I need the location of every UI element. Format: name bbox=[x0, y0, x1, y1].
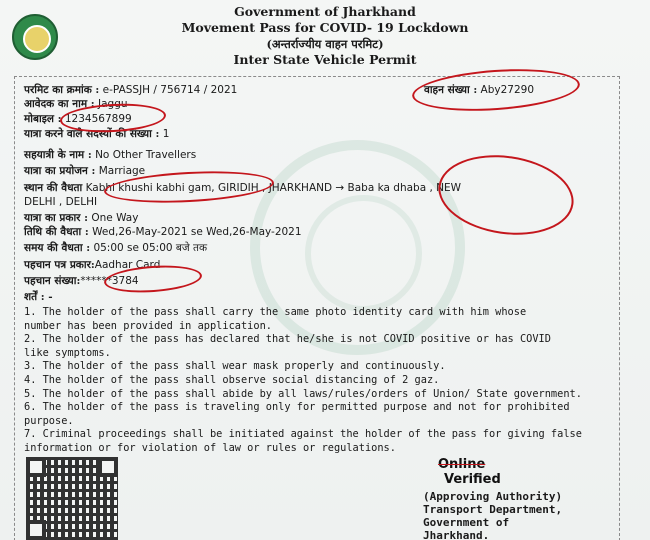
mobile-row: मोबाइल : 1234567899 bbox=[24, 113, 132, 125]
co-travellers-row: सहयात्री के नाम : No Other Travellers bbox=[24, 149, 197, 161]
online-verified-stamp: Online Verified bbox=[438, 457, 501, 487]
vehicle-number-row: वाहन संख्या : Aby27290 bbox=[424, 84, 535, 96]
condition-line: number has been provided in application. bbox=[24, 319, 272, 332]
header-hindi-title: (अन्तर्राज्यीय वाहन परमिट) bbox=[266, 37, 384, 51]
purpose-row: यात्रा का प्रयोजन : Marriage bbox=[24, 165, 146, 177]
conditions-heading: शर्तें : - bbox=[24, 291, 53, 303]
id-number-row: पहचान संख्या:******3784 bbox=[24, 275, 139, 287]
condition-line: 7. Criminal proceedings shall be initiated against the holder of the pass for giving false bbox=[24, 428, 582, 441]
condition-line: 1. The holder of the pass shall carry the same photo identity card with him whose bbox=[24, 306, 527, 318]
condition-line: 2. The holder of the pass has declared that he/she is not COVID positive or has COVID bbox=[24, 333, 551, 346]
time-validity-row: समय की वैधता : 05:00 se 05:00 बजे तक bbox=[24, 242, 208, 254]
condition-line: 4. The holder of the pass shall observe social distancing of 2 gaz. bbox=[24, 373, 440, 386]
header-pass-title: Movement Pass for COVID- 19 Lockdown bbox=[181, 20, 469, 35]
condition-line: purpose. bbox=[24, 414, 74, 427]
id-type-row: पहचान पत्र प्रकार:Aadhar Card bbox=[24, 259, 161, 271]
condition-line: 5. The holder of the pass shall abide by all laws/rules/orders of Union/ State government. bbox=[24, 387, 582, 400]
travellers-count-row: यात्रा करने वाले सदस्यों की संख्या : 1 bbox=[24, 128, 170, 140]
condition-line: 6. The holder of the pass is traveling only for permitted purpose and not for prohibited bbox=[24, 401, 570, 414]
date-validity-row: तिथि की वैधता : Wed,26-May-2021 se Wed,26-May-2021 bbox=[24, 226, 302, 238]
approving-authority: (Approving Authority) Transport Department, Government of Jharkhand. bbox=[423, 490, 563, 540]
place-validity-row-2: DELHI , DELHI bbox=[24, 196, 98, 208]
condition-line: like symptoms. bbox=[24, 346, 111, 359]
condition-line: information or for violation of law or rules or regulations. bbox=[24, 441, 396, 454]
permit-number-row: परमिट का क्रमांक : e-PASSJH / 756714 / 2021 bbox=[24, 84, 238, 96]
qr-code-icon bbox=[26, 457, 118, 540]
header-permit-type: Inter State Vehicle Permit bbox=[233, 52, 417, 67]
header-government: Government of Jharkhand bbox=[234, 4, 416, 19]
applicant-row: आवेदक का नाम : Jaggu bbox=[24, 98, 128, 110]
journey-type-row: यात्रा का प्रकार : One Way bbox=[24, 212, 139, 224]
conditions-list bbox=[24, 306, 609, 456]
condition-line: 3. The holder of the pass shall wear mask properly and continuously. bbox=[24, 360, 446, 373]
place-validity-row: स्थान की वैधता Kabhi khushi kabhi gam, GIRIDIH , JHARKHAND → Baba ka dhaba , NEW bbox=[24, 182, 462, 194]
